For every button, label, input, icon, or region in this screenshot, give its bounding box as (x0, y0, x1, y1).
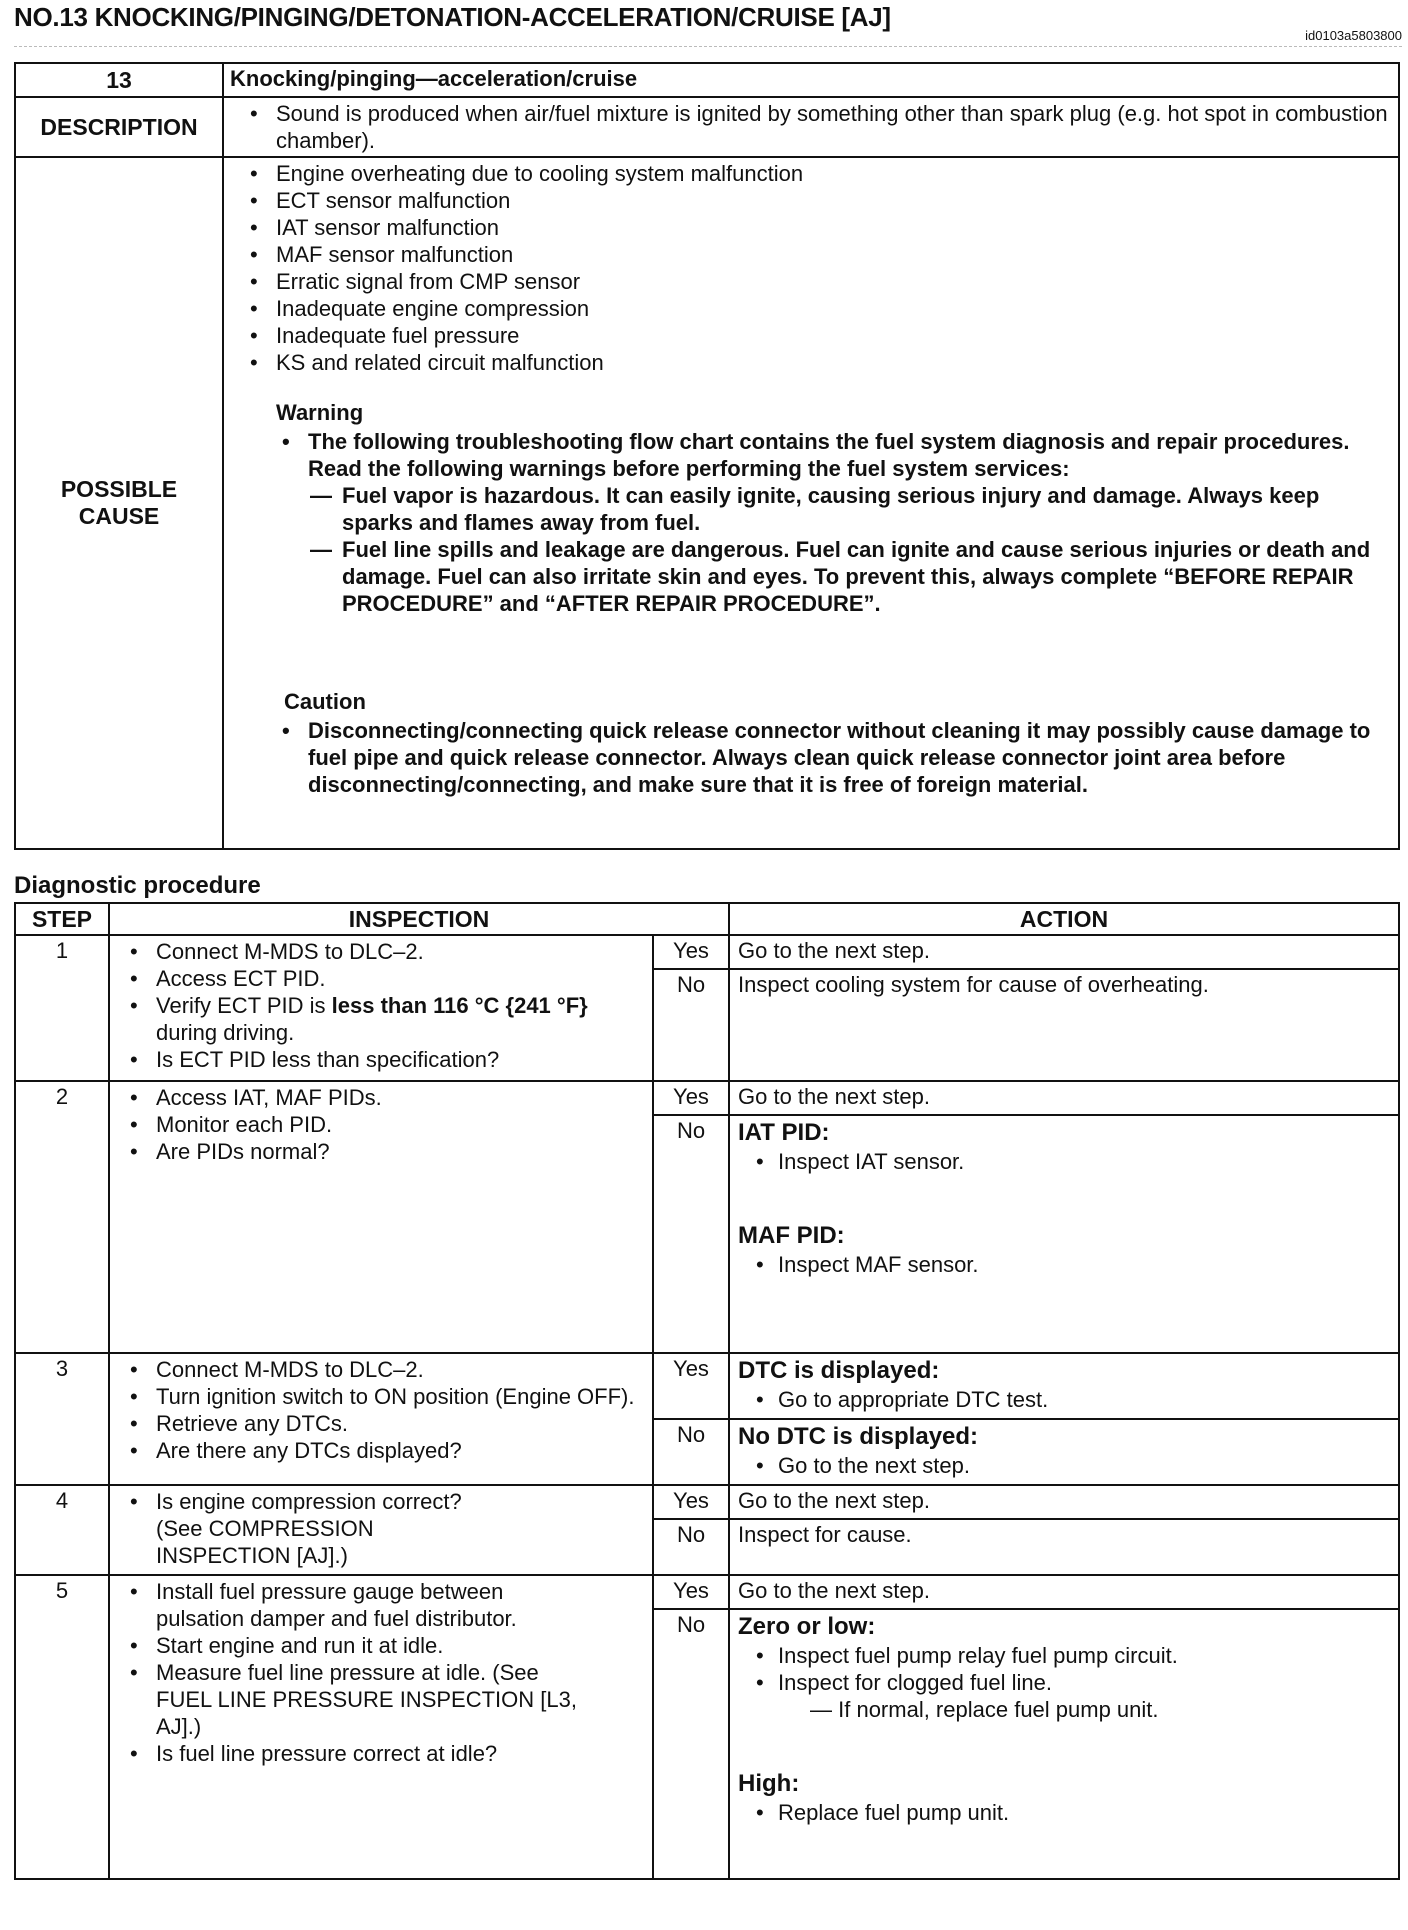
yes-label: Yes (653, 1575, 729, 1609)
inspection-item: • Retrieve any DTCs. (156, 1410, 652, 1437)
step-number: 3 (15, 1353, 109, 1485)
step-row (15, 1575, 1399, 1609)
description-text: • Sound is produced when air/fuel mixture is ignited by something other than spark plug (e.g. hot spot in combustion chamber). (276, 100, 1392, 154)
action-heading: No DTC is displayed: (738, 1423, 979, 1450)
summary-header-row (15, 63, 1399, 97)
caution-text: • Disconnecting/connecting quick release connector without cleaning it may possibly cause damage to fuel pipe and quick release connector. Always clean quick release connector joint area before disconnecting/connecting, and make sure that it is free of foreign material. (308, 717, 1392, 798)
step-number: 2 (15, 1081, 109, 1353)
symptom-summary-table (14, 62, 1400, 850)
yes-action (729, 1353, 1399, 1419)
inspection-item: • Connect M-MDS to DLC–2. (156, 1356, 652, 1383)
inspection-item: • Is ECT PID less than specification? (156, 1046, 652, 1073)
col-step: STEP (15, 903, 109, 935)
no-label: No (653, 1609, 729, 1879)
col-inspection: INSPECTION (109, 903, 729, 935)
step-inspection (109, 935, 653, 1081)
action-item: • Go to the next step. (778, 1452, 1390, 1479)
inspection-item: • Access IAT, MAF PIDs. (156, 1084, 652, 1111)
inspection-item: • Connect M-MDS to DLC–2. (156, 938, 652, 965)
inspection-item: • Install fuel pressure gauge between pulsation damper and fuel distributor. (156, 1578, 592, 1632)
inspection-item: • Access ECT PID. (156, 965, 652, 992)
step-number: 4 (15, 1485, 109, 1575)
document-id: id0103a5803800 (1305, 28, 1402, 43)
no-label: No (653, 1419, 729, 1485)
step-number: 1 (15, 935, 109, 1081)
action-heading: IAT PID: (738, 1119, 830, 1146)
cause-item: • Erratic signal from CMP sensor (276, 268, 1392, 295)
symptom-number: 13 (15, 63, 223, 97)
inspection-item: • Verify ECT PID is less than 116 °C {241 °F} during driving. (156, 992, 652, 1046)
no-action (729, 1115, 1399, 1353)
action-heading: Zero or low: (738, 1613, 876, 1640)
description-label: DESCRIPTION (15, 97, 223, 157)
inspection-item: • Is engine compression correct? (See COMPRESSION INSPECTION [AJ].) (156, 1488, 492, 1569)
step-row (15, 1081, 1399, 1115)
no-label: No (653, 1519, 729, 1575)
yes-action: Go to the next step. (729, 935, 1399, 969)
step-inspection (109, 1575, 653, 1879)
inspection-item: • Are PIDs normal? (156, 1138, 652, 1165)
header-divider (14, 46, 1402, 47)
warning-dash-item: — Fuel vapor is hazardous. It can easily ignite, causing serious injury and damage. Always keep sparks and flames away from fuel. (342, 482, 1392, 536)
no-label: No (653, 1115, 729, 1353)
no-action (729, 1609, 1399, 1879)
action-heading: High: (738, 1770, 800, 1797)
cause-item: • Engine overheating due to cooling system malfunction (276, 160, 1392, 187)
step-row (15, 1485, 1399, 1519)
cause-item: • Inadequate fuel pressure (276, 322, 1392, 349)
warning-list (230, 428, 1392, 617)
diagnostic-header-row (15, 903, 1399, 935)
yes-label: Yes (653, 1485, 729, 1519)
step-inspection (109, 1353, 653, 1485)
step-row (15, 1353, 1399, 1419)
page-title: NO.13 KNOCKING/PINGING/DETONATION-ACCELERATION/CRUISE [AJ] (14, 2, 891, 32)
no-action: Inspect cooling system for cause of overheating. (729, 969, 1399, 1081)
diagnostic-table (14, 902, 1400, 1880)
yes-label: Yes (653, 935, 729, 969)
action-heading: DTC is displayed: (738, 1357, 940, 1384)
yes-action: Go to the next step. (729, 1575, 1399, 1609)
inspection-item: • Start engine and run it at idle. (156, 1632, 592, 1659)
warning-dash-item: — Fuel line spills and leakage are dangerous. Fuel can ignite and cause serious injuries or death and damage. Fuel can also irritate skin and eyes. To prevent this, always complete “BEFORE REPAIR PROCEDURE” and “AFTER REPAIR PROCEDURE”. (342, 536, 1392, 617)
action-subitem: — If normal, replace fuel pump unit. (810, 1697, 1159, 1722)
cause-item: • MAF sensor malfunction (276, 241, 1392, 268)
no-action: Inspect for cause. (729, 1519, 1399, 1575)
description-row (15, 97, 1399, 157)
action-item: • Go to appropriate DTC test. (778, 1386, 1390, 1413)
step-number: 5 (15, 1575, 109, 1879)
diagnostic-procedure-heading: Diagnostic procedure (14, 872, 261, 899)
step-inspection (109, 1485, 653, 1575)
inspection-item: • Are there any DTCs displayed? (156, 1437, 652, 1464)
step-inspection (109, 1081, 653, 1353)
possible-cause-row (15, 157, 1399, 849)
cause-item: • Inadequate engine compression (276, 295, 1392, 322)
yes-action: Go to the next step. (729, 1485, 1399, 1519)
caution-list (230, 717, 1392, 798)
symptom-name: Knocking/pinging—acceleration/cruise (223, 63, 1399, 97)
inspection-item: • Monitor each PID. (156, 1111, 652, 1138)
action-item: • Inspect fuel pump relay fuel pump circuit. (778, 1642, 1390, 1669)
action-heading: MAF PID: (738, 1222, 845, 1249)
warning-dash-list (308, 482, 1392, 617)
col-action: ACTION (729, 903, 1399, 935)
possible-cause-label: POSSIBLE CAUSE (15, 157, 223, 849)
action-item: • Replace fuel pump unit. (778, 1799, 1390, 1826)
inspection-item: • Measure fuel line pressure at idle. (See FUEL LINE PRESSURE INSPECTION [L3, AJ].) (156, 1659, 592, 1740)
inspection-item: • Turn ignition switch to ON position (Engine OFF). (156, 1383, 652, 1410)
action-item: • Inspect MAF sensor. (778, 1251, 1390, 1278)
cause-item: • ECT sensor malfunction (276, 187, 1392, 214)
description-cell (223, 97, 1399, 157)
yes-label: Yes (653, 1081, 729, 1115)
cause-item: • IAT sensor malfunction (276, 214, 1392, 241)
yes-action: Go to the next step. (729, 1081, 1399, 1115)
no-label: No (653, 969, 729, 1081)
caution-title: Caution (284, 689, 366, 714)
cause-item: • KS and related circuit malfunction (276, 349, 1392, 376)
step-row (15, 935, 1399, 969)
action-item: • Inspect for clogged fuel line. (778, 1669, 1390, 1696)
warning-title: Warning (276, 400, 364, 425)
yes-label: Yes (653, 1353, 729, 1419)
inspection-item: • Is fuel line pressure correct at idle? (156, 1740, 592, 1767)
cause-list (230, 160, 1392, 376)
action-item: • Inspect IAT sensor. (778, 1148, 1390, 1175)
no-action (729, 1419, 1399, 1485)
warning-text: • The following troubleshooting flow chart contains the fuel system diagnosis and repair procedures. Read the following warnings before performing the fuel system services: — Fuel vapor is hazardous. It can easily ignite, causing serious injury and damage. Always keep sparks and flames away from fuel. — Fuel line spills and leakage are dangerous. Fuel can ignite and cause serious injuries or death and damage. Fuel can also irritate skin and eyes. To prevent this, always complete “BEFORE REPAIR PROCEDURE” and “AFTER REPAIR PROCEDURE”. (308, 428, 1392, 617)
possible-cause-cell (223, 157, 1399, 849)
